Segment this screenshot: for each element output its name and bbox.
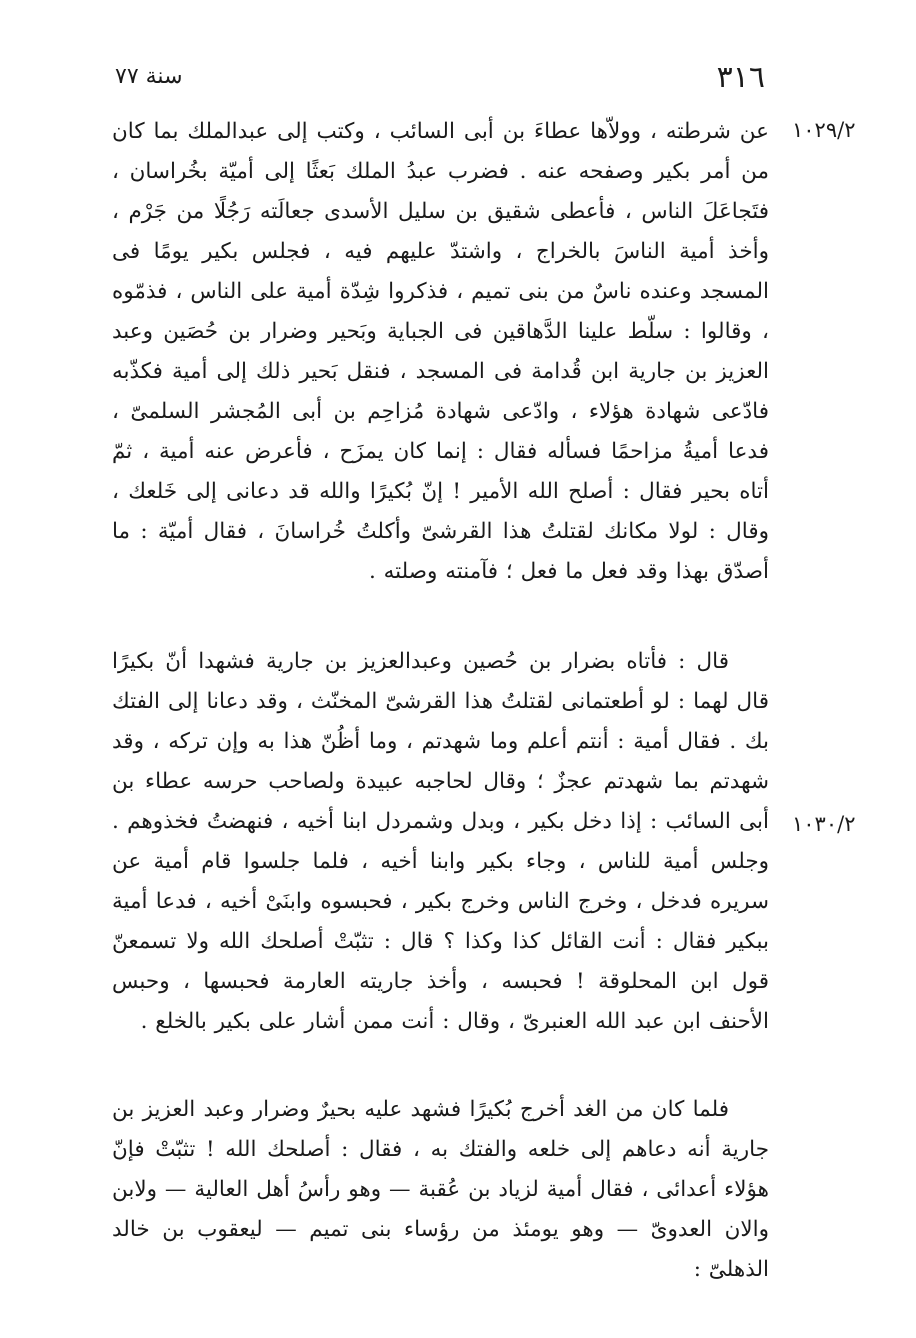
paragraph-text: قال : فأتاه بضرار بن حُصين وعبدالعزيز بن جارية فشهدا أنّ بكيرًا قال لهما : لو أطعتمانى لقتلتُ هذا القرشىّ المخنّث ، وقد دعانا إلى الفتك بك . فقال أمية : أنتم أعلم وما شهدتم ، وما أظُنّ هذا به وإن تركه ، وقد شهدتم بما شهدتم عجزٌ ؛ وقال لحاجبه عبيدة ولصاحب حرسه عطاء بن أبى السائب : إذا دخل بكير ، وبدل وشمردل ابنا أخيه ، فنهضتُ فخذوهم . وجلس أمية للناس ، وجاء بكير وابنا أخيه ، فلما جلسوا قام أمية عن سريره فدخل ، وخرج الناس وخرج بكير ، فحبسوه وابنَىْ أخيه ، فدعا أمية ببكير فقال : أنت القائل كذا وكذا ؟ قال : تثبّتْ أصلحك الله ولا تسمعنّ قول ابن المحلوقة ! فحبسه ، وأخذ جاريته العارمة فحبسها ، وحبس الأحنف ابن عبد الله العنبرىّ ، وقال : أنت ممن أشار على بكير بالخلع . <box>112 649 769 1034</box>
running-head-year: سنة ٧٧ <box>115 64 183 89</box>
paragraph-text: عن شرطته ، وولاّها عطاءَ بن أبى السائب ، وكتب إلى عبدالملك بما كان من أمر بكير وصفحه عنه . فضرب عبدُ الملك بَعثًا إلى أميّة بخُراسان ، فتَجاعَلَ الناس ، فأعطى شقيق بن سليل الأسدى جعالَته رَجُلًا من جَرْم ، وأخذ أمية الناسَ بالخراج ، واشتدّ عليهم فيه ، فجلس بكير يومًا فى المسجد وعنده ناسٌ من بنى تميم ، فذكروا شِدّة أمية على الناس ، فذمّوه ، وقالوا : سلّط علينا الدَّهاقين فى الجباية وبَحير وضرار بن حُصَين وعبد العزيز بن جارية ابن قُدامة فى المسجد ، فنقل بَحير ذلك إلى أمية فكذّبه فادّعى شهادة هؤلاء ، وادّعى شهادة مُزاحِم بن أبى المُجشر السلمىّ ، فدعا أميةُ مزاحمًا فسأله فقال : إنما كان يمزَح ، فأعرض عنه أمية ، ثمّ أتاه بحير فقال : أصلح الله الأمير ! إنّ بُكيرًا والله قد دعانى إلى خَلعك ، وقال : لولا مكانك لقتلتُ هذا القرشىّ وأكلتُ خُراسانَ ، فقال أميّة : ما أصدّق بهذا وقد فعل ما فعل ؛ فآمنته وصلته . <box>112 119 769 584</box>
page-number: ٣١٦ <box>716 60 765 95</box>
paragraph-text: فلما كان من الغد أخرج بُكيرًا فشهد عليه بحيرٌ وضرار وعبد العزيز بن جارية أنه دعاهم إلى خلعه والفتك به ، فقال : أصلحك الله ! تثبّتْ فإنّ هؤلاء أعدائى ، فقال أمية لزياد بن عُقبة — وهو رأسُ أهل العالية — ولابن والان العدوىّ — وهو يومئذ من رؤساء بنى تميم — ليعقوب بن خالد الذهلىّ : <box>112 1097 769 1282</box>
paragraph <box>112 642 769 1042</box>
page-header <box>115 60 765 100</box>
paragraph <box>112 112 769 592</box>
margin-reference: ١٠٣٠/٢ <box>792 812 856 836</box>
paragraph <box>112 1090 769 1290</box>
margin-reference: ١٠٢٩/٢ <box>792 118 856 142</box>
